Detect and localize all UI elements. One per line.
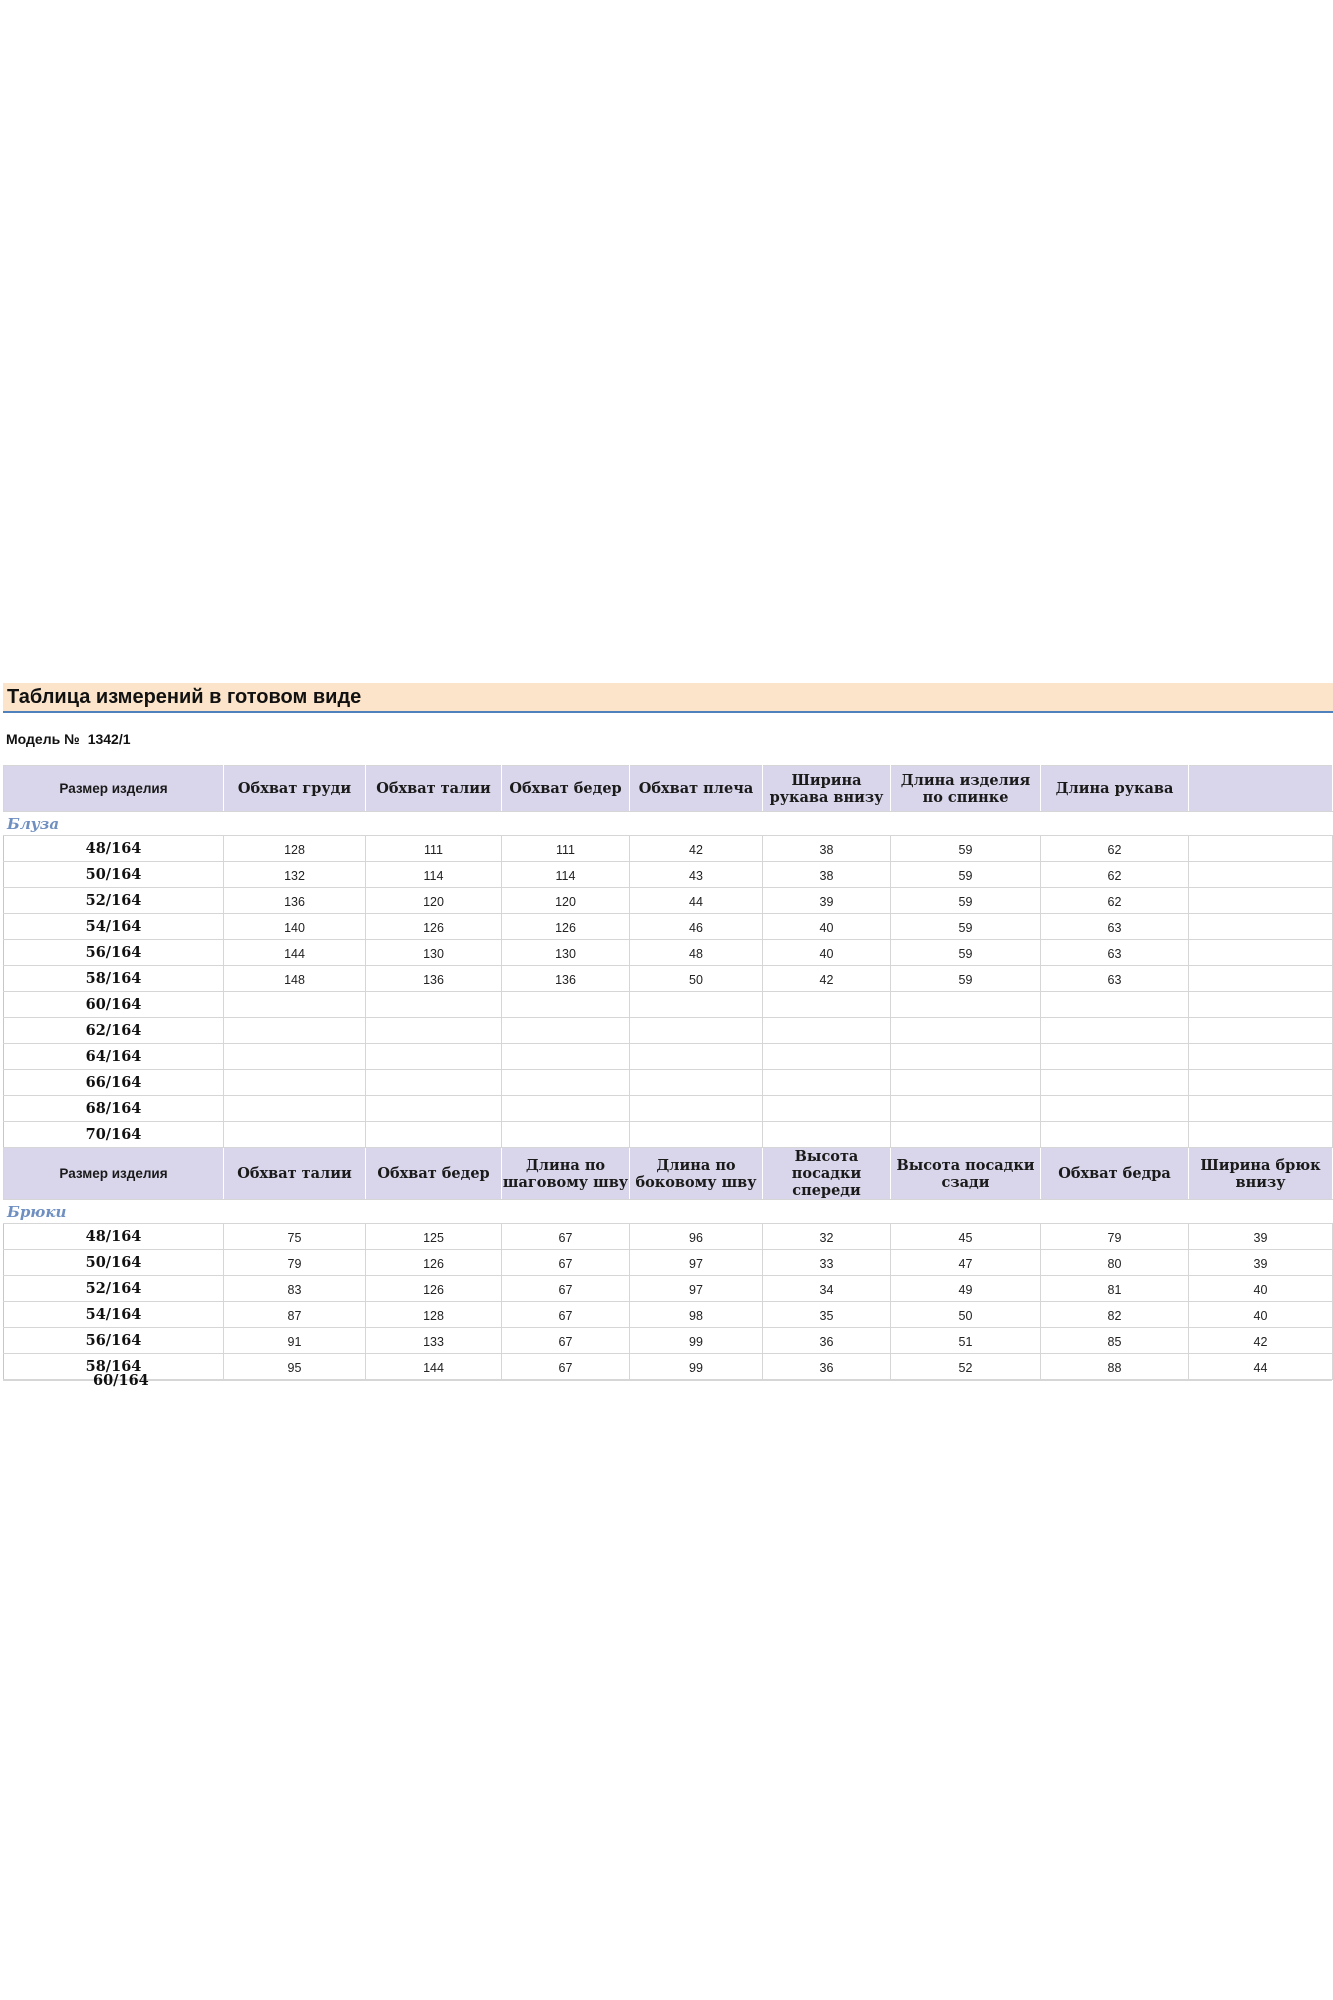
value-cell: 59 [891, 836, 1041, 862]
model-label: Модель № [6, 731, 80, 747]
value-cell: 39 [1189, 1250, 1333, 1276]
value-cell [1189, 888, 1333, 914]
value-cell: 126 [502, 914, 630, 940]
value-cell: 128 [224, 836, 366, 862]
value-cell [224, 1122, 366, 1148]
size-cell: 52/164 [4, 1276, 224, 1302]
column-header: Обхват бедер [366, 1148, 502, 1200]
value-cell: 114 [366, 862, 502, 888]
value-cell: 38 [763, 836, 891, 862]
value-cell [1189, 914, 1333, 940]
value-cell [1189, 1044, 1333, 1070]
value-cell: 44 [1189, 1354, 1333, 1380]
value-cell: 67 [502, 1328, 630, 1354]
table-row [4, 862, 1333, 888]
value-cell [366, 1122, 502, 1148]
value-cell: 144 [366, 1354, 502, 1380]
value-cell: 111 [502, 836, 630, 862]
column-header: Размер изделия [4, 1148, 224, 1200]
value-cell [1041, 1070, 1189, 1096]
value-cell: 132 [224, 862, 366, 888]
value-cell: 59 [891, 966, 1041, 992]
value-cell [1189, 940, 1333, 966]
value-cell: 99 [630, 1328, 763, 1354]
trousers-header-row [4, 1148, 1333, 1200]
column-header: Обхват плеча [630, 766, 763, 812]
value-cell [763, 1044, 891, 1070]
column-header: Длина изделия по спинке [891, 766, 1041, 812]
table-row [4, 1354, 1333, 1380]
column-header: Обхват талии [366, 766, 502, 812]
value-cell: 75 [224, 1224, 366, 1250]
value-cell: 59 [891, 940, 1041, 966]
table-row [4, 836, 1333, 862]
value-cell [891, 1122, 1041, 1148]
value-cell [1041, 1096, 1189, 1122]
value-cell [502, 992, 630, 1018]
value-cell [1189, 836, 1333, 862]
value-cell [502, 1122, 630, 1148]
value-cell: 98 [630, 1302, 763, 1328]
size-cell: 50/164 [4, 1250, 224, 1276]
table-row [4, 888, 1333, 914]
value-cell [502, 1070, 630, 1096]
value-cell [891, 1018, 1041, 1044]
value-cell [763, 1018, 891, 1044]
value-cell: 44 [630, 888, 763, 914]
size-cell: 54/164 [4, 914, 224, 940]
table-row [4, 1070, 1333, 1096]
blouse-section-row [4, 812, 1333, 836]
model-number: 1342/1 [87, 731, 131, 747]
value-cell [1041, 1044, 1189, 1070]
value-cell: 39 [763, 888, 891, 914]
value-cell [224, 1096, 366, 1122]
column-header: Обхват груди [224, 766, 366, 812]
value-cell: 67 [502, 1250, 630, 1276]
value-cell: 40 [1189, 1276, 1333, 1302]
value-cell: 136 [502, 966, 630, 992]
value-cell [1189, 1096, 1333, 1122]
size-cell: 52/164 [4, 888, 224, 914]
size-cell: 48/164 [4, 836, 224, 862]
page-title: Таблица измерений в готовом виде [7, 685, 362, 708]
value-cell: 144 [224, 940, 366, 966]
value-cell: 120 [502, 888, 630, 914]
value-cell: 62 [1041, 862, 1189, 888]
size-table [3, 765, 1333, 1380]
value-cell [502, 1096, 630, 1122]
size-cell: 60/164 [4, 992, 224, 1018]
value-cell: 32 [763, 1224, 891, 1250]
value-cell: 47 [891, 1250, 1041, 1276]
value-cell: 97 [630, 1276, 763, 1302]
value-cell: 52 [891, 1354, 1041, 1380]
value-cell: 62 [1041, 836, 1189, 862]
value-cell [224, 992, 366, 1018]
value-cell [224, 1018, 366, 1044]
value-cell: 59 [891, 862, 1041, 888]
table-row [4, 1328, 1333, 1354]
value-cell: 40 [763, 940, 891, 966]
table-row [4, 966, 1333, 992]
value-cell: 87 [224, 1302, 366, 1328]
column-header: Обхват бедер [502, 766, 630, 812]
value-cell [1189, 1018, 1333, 1044]
value-cell: 95 [224, 1354, 366, 1380]
value-cell: 85 [1041, 1328, 1189, 1354]
value-cell: 148 [224, 966, 366, 992]
column-header: Длина по боковому шву [630, 1148, 763, 1200]
value-cell: 80 [1041, 1250, 1189, 1276]
value-cell: 128 [366, 1302, 502, 1328]
column-header: Ширина рукава внизу [763, 766, 891, 812]
column-header: Обхват талии [224, 1148, 366, 1200]
value-cell [1189, 1122, 1333, 1148]
value-cell: 79 [224, 1250, 366, 1276]
column-header: Размер изделия [4, 766, 224, 812]
table-row [4, 992, 1333, 1018]
value-cell: 83 [224, 1276, 366, 1302]
column-header: Высота посадки сзади [891, 1148, 1041, 1200]
value-cell: 140 [224, 914, 366, 940]
table-row [4, 914, 1333, 940]
column-header: Длина рукава [1041, 766, 1189, 812]
blouse-header-row [4, 766, 1333, 812]
value-cell: 88 [1041, 1354, 1189, 1380]
size-cell: 54/164 [4, 1302, 224, 1328]
value-cell: 67 [502, 1302, 630, 1328]
cut-off-row-label: 60/164 [93, 1372, 149, 1389]
value-cell [763, 992, 891, 1018]
value-cell: 34 [763, 1276, 891, 1302]
value-cell [1041, 1018, 1189, 1044]
column-header: Длина по шаговому шву [502, 1148, 630, 1200]
value-cell [366, 1018, 502, 1044]
column-header: Ширина брюк внизу [1189, 1148, 1333, 1200]
table-row [4, 940, 1333, 966]
value-cell [502, 1018, 630, 1044]
value-cell: 130 [366, 940, 502, 966]
table-row [4, 1276, 1333, 1302]
value-cell: 42 [763, 966, 891, 992]
size-cell: 48/164 [4, 1224, 224, 1250]
value-cell: 59 [891, 914, 1041, 940]
measurement-sheet [0, 683, 1333, 1389]
size-cell: 62/164 [4, 1018, 224, 1044]
size-cell: 56/164 [4, 1328, 224, 1354]
size-cell: 70/164 [4, 1122, 224, 1148]
column-header: Обхват бедра [1041, 1148, 1189, 1200]
value-cell: 36 [763, 1354, 891, 1380]
value-cell: 130 [502, 940, 630, 966]
value-cell: 67 [502, 1224, 630, 1250]
value-cell [891, 1070, 1041, 1096]
value-cell [1189, 1070, 1333, 1096]
table-row [4, 1018, 1333, 1044]
value-cell: 49 [891, 1276, 1041, 1302]
value-cell [224, 1044, 366, 1070]
value-cell: 126 [366, 1250, 502, 1276]
table-row [4, 1302, 1333, 1328]
value-cell: 51 [891, 1328, 1041, 1354]
size-cell: 58/164 [4, 966, 224, 992]
value-cell: 38 [763, 862, 891, 888]
value-cell [1041, 1122, 1189, 1148]
value-cell [1189, 966, 1333, 992]
value-cell: 79 [1041, 1224, 1189, 1250]
size-cell: 68/164 [4, 1096, 224, 1122]
value-cell: 126 [366, 914, 502, 940]
cut-off-row [3, 1372, 1332, 1389]
value-cell: 63 [1041, 966, 1189, 992]
value-cell: 46 [630, 914, 763, 940]
value-cell: 63 [1041, 940, 1189, 966]
value-cell: 91 [224, 1328, 366, 1354]
value-cell: 42 [1189, 1328, 1333, 1354]
table-row [4, 1096, 1333, 1122]
value-cell: 35 [763, 1302, 891, 1328]
value-cell [891, 1044, 1041, 1070]
value-cell: 97 [630, 1250, 763, 1276]
value-cell [630, 1096, 763, 1122]
section-label: Блуза [4, 812, 1333, 836]
value-cell [366, 1044, 502, 1070]
table-row [4, 1122, 1333, 1148]
value-cell [763, 1096, 891, 1122]
value-cell [502, 1044, 630, 1070]
value-cell: 50 [630, 966, 763, 992]
value-cell: 136 [224, 888, 366, 914]
value-cell: 96 [630, 1224, 763, 1250]
value-cell [1041, 992, 1189, 1018]
value-cell [224, 1070, 366, 1096]
value-cell: 99 [630, 1354, 763, 1380]
value-cell [891, 1096, 1041, 1122]
table-row [4, 1044, 1333, 1070]
value-cell: 82 [1041, 1302, 1189, 1328]
value-cell: 36 [763, 1328, 891, 1354]
size-cell: 58/164 [4, 1354, 224, 1380]
value-cell: 125 [366, 1224, 502, 1250]
model-line [0, 713, 1333, 765]
value-cell: 45 [891, 1224, 1041, 1250]
value-cell: 120 [366, 888, 502, 914]
value-cell: 126 [366, 1276, 502, 1302]
column-header [1189, 766, 1333, 812]
value-cell: 136 [366, 966, 502, 992]
value-cell: 63 [1041, 914, 1189, 940]
trousers-section-row [4, 1200, 1333, 1224]
value-cell [1189, 862, 1333, 888]
table-row [4, 1250, 1333, 1276]
value-cell: 50 [891, 1302, 1041, 1328]
value-cell [630, 992, 763, 1018]
value-cell [891, 992, 1041, 1018]
value-cell [366, 1096, 502, 1122]
value-cell: 114 [502, 862, 630, 888]
column-header: Высота посадки спереди [763, 1148, 891, 1200]
value-cell: 62 [1041, 888, 1189, 914]
value-cell [366, 1070, 502, 1096]
value-cell: 67 [502, 1276, 630, 1302]
value-cell: 67 [502, 1354, 630, 1380]
value-cell: 43 [630, 862, 763, 888]
size-cell: 50/164 [4, 862, 224, 888]
value-cell [630, 1044, 763, 1070]
value-cell: 42 [630, 836, 763, 862]
value-cell [630, 1018, 763, 1044]
size-cell: 66/164 [4, 1070, 224, 1096]
section-label: Брюки [4, 1200, 1333, 1224]
value-cell [763, 1122, 891, 1148]
value-cell [630, 1070, 763, 1096]
value-cell [630, 1122, 763, 1148]
size-cell: 56/164 [4, 940, 224, 966]
value-cell: 40 [1189, 1302, 1333, 1328]
value-cell: 81 [1041, 1276, 1189, 1302]
value-cell: 48 [630, 940, 763, 966]
value-cell: 40 [763, 914, 891, 940]
value-cell: 33 [763, 1250, 891, 1276]
title-bar [3, 683, 1333, 713]
value-cell: 39 [1189, 1224, 1333, 1250]
size-cell: 64/164 [4, 1044, 224, 1070]
value-cell [1189, 992, 1333, 1018]
table-row [4, 1224, 1333, 1250]
value-cell: 59 [891, 888, 1041, 914]
value-cell [763, 1070, 891, 1096]
value-cell: 111 [366, 836, 502, 862]
value-cell [366, 992, 502, 1018]
value-cell: 133 [366, 1328, 502, 1354]
